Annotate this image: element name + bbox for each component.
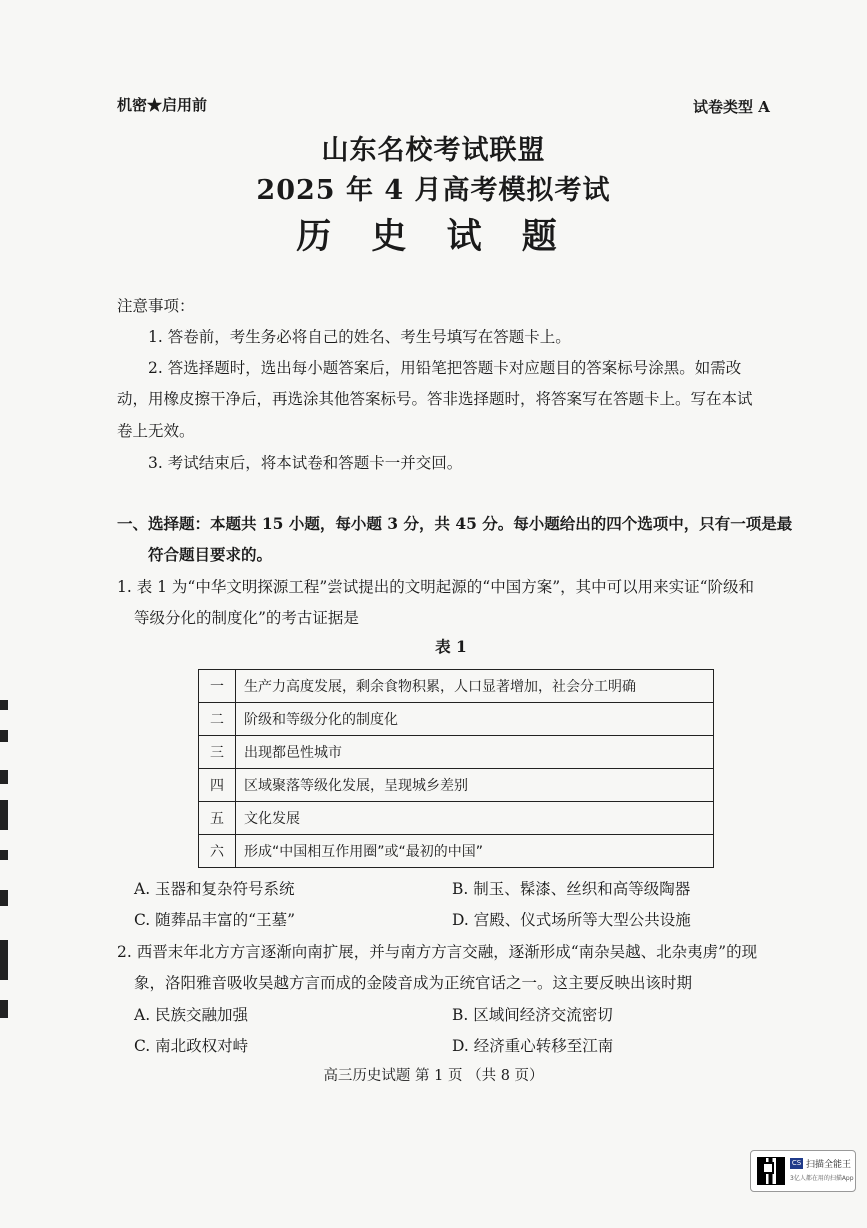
row-number: 五 bbox=[199, 802, 236, 835]
row-text: 形成“中国相互作用圈”或“最初的中国” bbox=[236, 835, 714, 868]
civilization-table bbox=[198, 669, 714, 868]
notice-item-3: 3. 考试结束后，将本试卷和答题卡一并交回。 bbox=[148, 454, 463, 472]
q2-stem: 2. 西晋末年北方方言逐渐向南扩展，并与南方方言交融，逐渐形成“南杂吴越、北杂夷虏”的现 bbox=[117, 943, 758, 961]
camscanner-logo-icon: CS bbox=[791, 1159, 802, 1167]
row-number: 一 bbox=[199, 670, 236, 703]
table-row bbox=[199, 736, 714, 769]
q2-option-c: C. 南北政权对峙 bbox=[134, 1037, 249, 1055]
notice-title: 注意事项： bbox=[117, 297, 195, 315]
page-footer: 高三历史试题 第 1 页 （共 8 页） bbox=[323, 1068, 544, 1084]
notice-item-2-cont: 动，用橡皮擦干净后，再选涂其他答案标号。答非选择题时，将答案写在答题卡上。写在本试 bbox=[117, 390, 753, 408]
row-number: 三 bbox=[199, 736, 236, 769]
qr-code-icon bbox=[758, 1158, 784, 1184]
table-row bbox=[199, 769, 714, 802]
row-number: 六 bbox=[199, 835, 236, 868]
table-row bbox=[199, 670, 714, 703]
scanner-tagline: 3亿人都在用的扫描App bbox=[790, 1175, 854, 1182]
notice-item-2: 2. 答选择题时，选出每小题答案后，用铅笔把答题卡对应题目的答案标号涂黑。如需改 bbox=[148, 359, 742, 377]
row-number: 二 bbox=[199, 703, 236, 736]
scanner-app-name: 扫描全能王 bbox=[806, 1160, 852, 1170]
q1-option-d: D. 宫殿、仪式场所等大型公共设施 bbox=[452, 911, 691, 929]
table-caption: 表 1 bbox=[435, 637, 467, 656]
exam-title: 2025 年 4 月高考模拟考试 bbox=[256, 175, 611, 206]
q1-stem-cont: 等级分化的制度化”的考古证据是 bbox=[134, 609, 359, 627]
q2-option-a: A. 民族交融加强 bbox=[134, 1006, 249, 1024]
q1-option-b: B. 制玉、髹漆、丝织和高等级陶器 bbox=[452, 880, 691, 898]
table-row bbox=[199, 835, 714, 868]
q2-stem-cont: 象，洛阳雅音吸收吴越方言而成的金陵音成为正统官话之一。这主要反映出该时期 bbox=[134, 974, 693, 992]
exam-organization: 山东名校考试联盟 bbox=[321, 135, 546, 166]
section-heading-cont: 符合题目要求的。 bbox=[148, 545, 273, 564]
table-row bbox=[199, 802, 714, 835]
row-text: 区域聚落等级化发展，呈现城乡差别 bbox=[236, 769, 714, 802]
q1-option-a: A. 玉器和复杂符号系统 bbox=[134, 880, 295, 898]
row-text: 生产力高度发展，剩余食物积累，人口显著增加，社会分工明确 bbox=[236, 670, 714, 703]
subject-title: 历 史 试 题 bbox=[296, 216, 571, 257]
row-text: 文化发展 bbox=[236, 802, 714, 835]
row-text: 出现都邑性城市 bbox=[236, 736, 714, 769]
q2-option-b: B. 区域间经济交流密切 bbox=[452, 1006, 613, 1024]
scanner-watermark bbox=[750, 1150, 856, 1192]
notice-item-2-cont2: 卷上无效。 bbox=[117, 422, 195, 440]
section-heading: 一、选择题：本题共 15 小题，每小题 3 分，共 45 分。每小题给出的四个选项中，只有一项是最 bbox=[117, 514, 793, 533]
table-row bbox=[199, 703, 714, 736]
paper-type-label: 试卷类型 A bbox=[693, 98, 770, 116]
q1-stem: 1. 表 1 为“中华文明探源工程”尝试提出的文明起源的“中国方案”，其中可以用来实证“阶级和 bbox=[117, 578, 755, 596]
notice-item-1: 1. 答卷前，考生务必将自己的姓名、考生号填写在答题卡上。 bbox=[148, 328, 571, 346]
q2-option-d: D. 经济重心转移至江南 bbox=[452, 1037, 614, 1055]
confidential-label: 机密★启用前 bbox=[117, 96, 208, 114]
row-number: 四 bbox=[199, 769, 236, 802]
row-text: 阶级和等级分化的制度化 bbox=[236, 703, 714, 736]
q1-option-c: C. 随葬品丰富的“王墓” bbox=[134, 911, 296, 929]
